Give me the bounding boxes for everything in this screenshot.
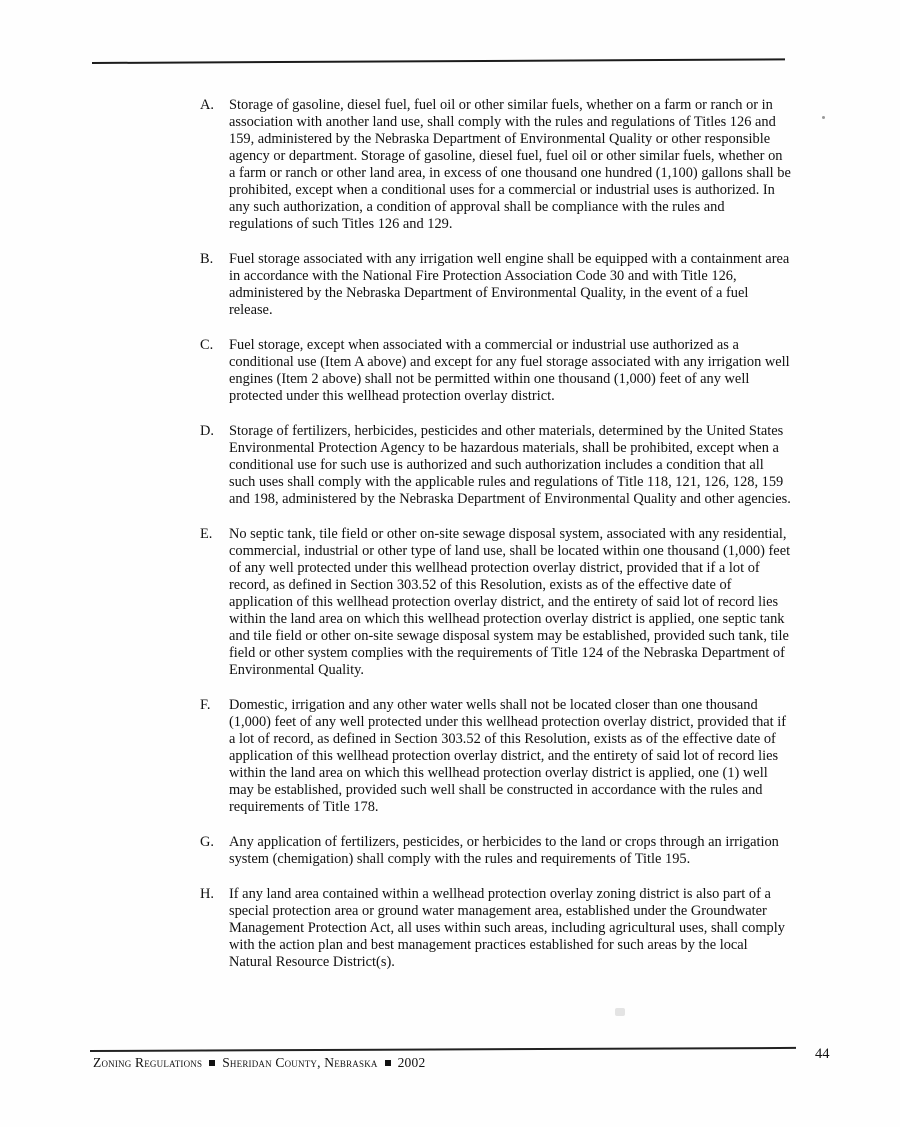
item-letter: D.	[200, 423, 214, 439]
list-item-d	[200, 423, 792, 508]
item-text: No septic tank, tile field or other on-site sewage disposal system, associated with any residential, commercial, industrial or other type of land use, shall be located within one thousand (1,000) feet of any well protected under this wellhead protection overlay district, provided that if a lot of record, as defined in Section 303.52 of this Resolution, exists as of the effective date of application of this wellhead protection overlay district, and the entirety of said lot of record lies within the land area on which this wellhead protection overlay district is applied, one septic tank and tile field or other on-site sewage disposal system may be established, provided such tank, tile field or other system complies with the requirements of Title 124 of the Nebraska Department of Environmental Quality.	[229, 526, 791, 678]
header-rule	[92, 58, 785, 64]
item-letter: H.	[200, 886, 214, 902]
list-item-g	[200, 834, 792, 868]
item-text: Domestic, irrigation and any other water wells shall not be located closer than one thousand (1,000) feet of any well protected under this wellhead protection overlay district, provided that if a lot of record, as defined in Section 303.52 of this Resolution, exists as of the effective date of application of this wellhead protection overlay district, and the entirety of said lot of record lies within the land area on which this wellhead protection overlay district is applied, one (1) well may be established, provided such well shall be constructed in accordance with the rules and requirements of Title 178.	[229, 697, 787, 815]
regulation-list	[200, 97, 792, 971]
list-item-f	[200, 697, 792, 816]
bullet-square-icon	[209, 1060, 215, 1066]
footer-county: Sheridan County, Nebraska	[222, 1055, 378, 1070]
footer	[93, 1055, 425, 1071]
list-item-e	[200, 526, 792, 679]
item-text: Fuel storage associated with any irrigation well engine shall be equipped with a containment area in accordance with the National Fire Protection Association Code 30 and with Title 126, administered by the Nebraska Department of Environmental Quality, in the event of a fuel release.	[229, 251, 790, 318]
list-item-c	[200, 337, 792, 405]
footer-title: Zoning Regulations	[93, 1055, 203, 1070]
bullet-square-icon	[385, 1060, 391, 1066]
item-letter: B.	[200, 251, 214, 267]
item-text: Fuel storage, except when associated with a commercial or industrial use authorized as a conditional use (Item A above) and except for any fuel storage associated with any irrigation well engines (Item 2 above) shall not be permitted within one thousand (1,000) feet of any well protected under this wellhead protection overlay district.	[229, 337, 790, 404]
list-item-h	[200, 886, 792, 971]
item-letter: E.	[200, 526, 213, 542]
item-text: If any land area contained within a wellhead protection overlay zoning district is also part of a special protection area or ground water management area, established under the Groundwater Management Protection Act, all uses within such areas, including agricultural uses, shall comply with the action plan and best management practices established for such areas by the local Natural Resource District(s).	[229, 886, 785, 970]
item-letter: A.	[200, 97, 214, 113]
list-item-a	[200, 97, 792, 233]
item-text: Storage of fertilizers, herbicides, pesticides and other materials, determined by the United States Environmental Protection Agency to be hazardous materials, shall be prohibited, except when a conditional use for such use is authorized and such authorization includes a condition that all such uses shall comply with the applicable rules and regulations of Title 118, 121, 126, 128, 159 and 198, administered by the Nebraska Department of Environmental Quality and other agencies.	[229, 423, 791, 507]
item-letter: F.	[200, 697, 211, 713]
scan-artifact-dot	[822, 116, 825, 119]
footer-rule	[90, 1047, 796, 1052]
item-letter: C.	[200, 337, 214, 353]
list-item-b	[200, 251, 792, 319]
scan-artifact-smudge	[615, 1008, 625, 1016]
item-text: Any application of fertilizers, pesticides, or herbicides to the land or crops through an irrigation system (chemigation) shall comply with the rules and requirements of Title 195.	[229, 834, 779, 867]
footer-year: 2002	[397, 1055, 426, 1070]
item-text: Storage of gasoline, diesel fuel, fuel oil or other similar fuels, whether on a farm or ranch or in association with another land use, shall comply with the rules and regulations of Titles 126 and 159, administered by the Nebraska Department of Environmental Quality or other responsible agency or department. Storage of gasoline, diesel fuel, fuel oil or other similar fuels, whether on a farm or ranch or other land area, in excess of one thousand one hundred (1,100) gallons shall be prohibited, except when a conditional uses for a commercial or industrial uses is authorized. In any such authorization, a condition of approval shall be compliance with the rules and regulations of such Titles 126 and 129.	[229, 97, 791, 232]
page-number: 44	[815, 1046, 830, 1062]
item-letter: G.	[200, 834, 214, 850]
